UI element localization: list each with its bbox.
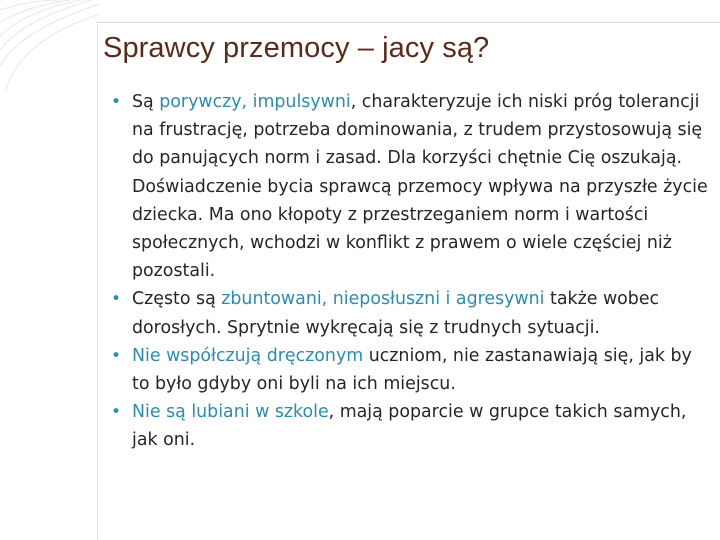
title-divider	[97, 22, 720, 23]
bullet-1-text-b: , charakteryzuje ich niski próg tolerancji na frustrację, potrzeba dominowania, z trudem przystosowują się do panujących norm i zasad. Dla korzyści chętnie Cię oszukają. Doświadczenie bycia sprawcą przemocy wpływa na przyszłe życie dziecka. Ma ono kłopoty z przestrzeganiem norm i wartości społecznych, wchodzi w konflikt z prawem o wiele częściej niż pozostali.	[132, 92, 708, 282]
bullet-2-text-a: Często są	[132, 289, 222, 310]
corner-decoration	[0, 0, 100, 90]
bullet-3-highlight: Nie współczują dręczonym	[132, 345, 364, 366]
bullet-2-highlight: zbuntowani, nieposłuszni i agresywni	[221, 289, 545, 310]
left-divider	[97, 22, 98, 540]
bullet-4-highlight: Nie są lubiani w szkole	[132, 402, 329, 423]
bullet-item-3	[108, 342, 708, 398]
bullet-item-4	[108, 398, 708, 454]
bullet-1-text-a: Są	[132, 92, 160, 112]
slide-title: Sprawcy przemocy – jacy są?	[103, 32, 490, 64]
bullet-3-text-a: uczniom, nie zastanawiają się, jak by to było gdyby oni byli na ich miejscu.	[132, 345, 692, 395]
bullet-2-text-b: także wobec dorosłych. Sprytnie wykręcają się z trudnych sytuacji.	[132, 289, 660, 338]
bullet-item-1	[108, 88, 708, 285]
bullet-1-highlight: porywczy, impulsywni	[159, 92, 351, 112]
bullet-item-2	[108, 285, 708, 341]
bullet-list	[108, 88, 708, 455]
bullet-4-text-a: , mają poparcie w grupce takich samych, jak oni.	[132, 402, 687, 451]
